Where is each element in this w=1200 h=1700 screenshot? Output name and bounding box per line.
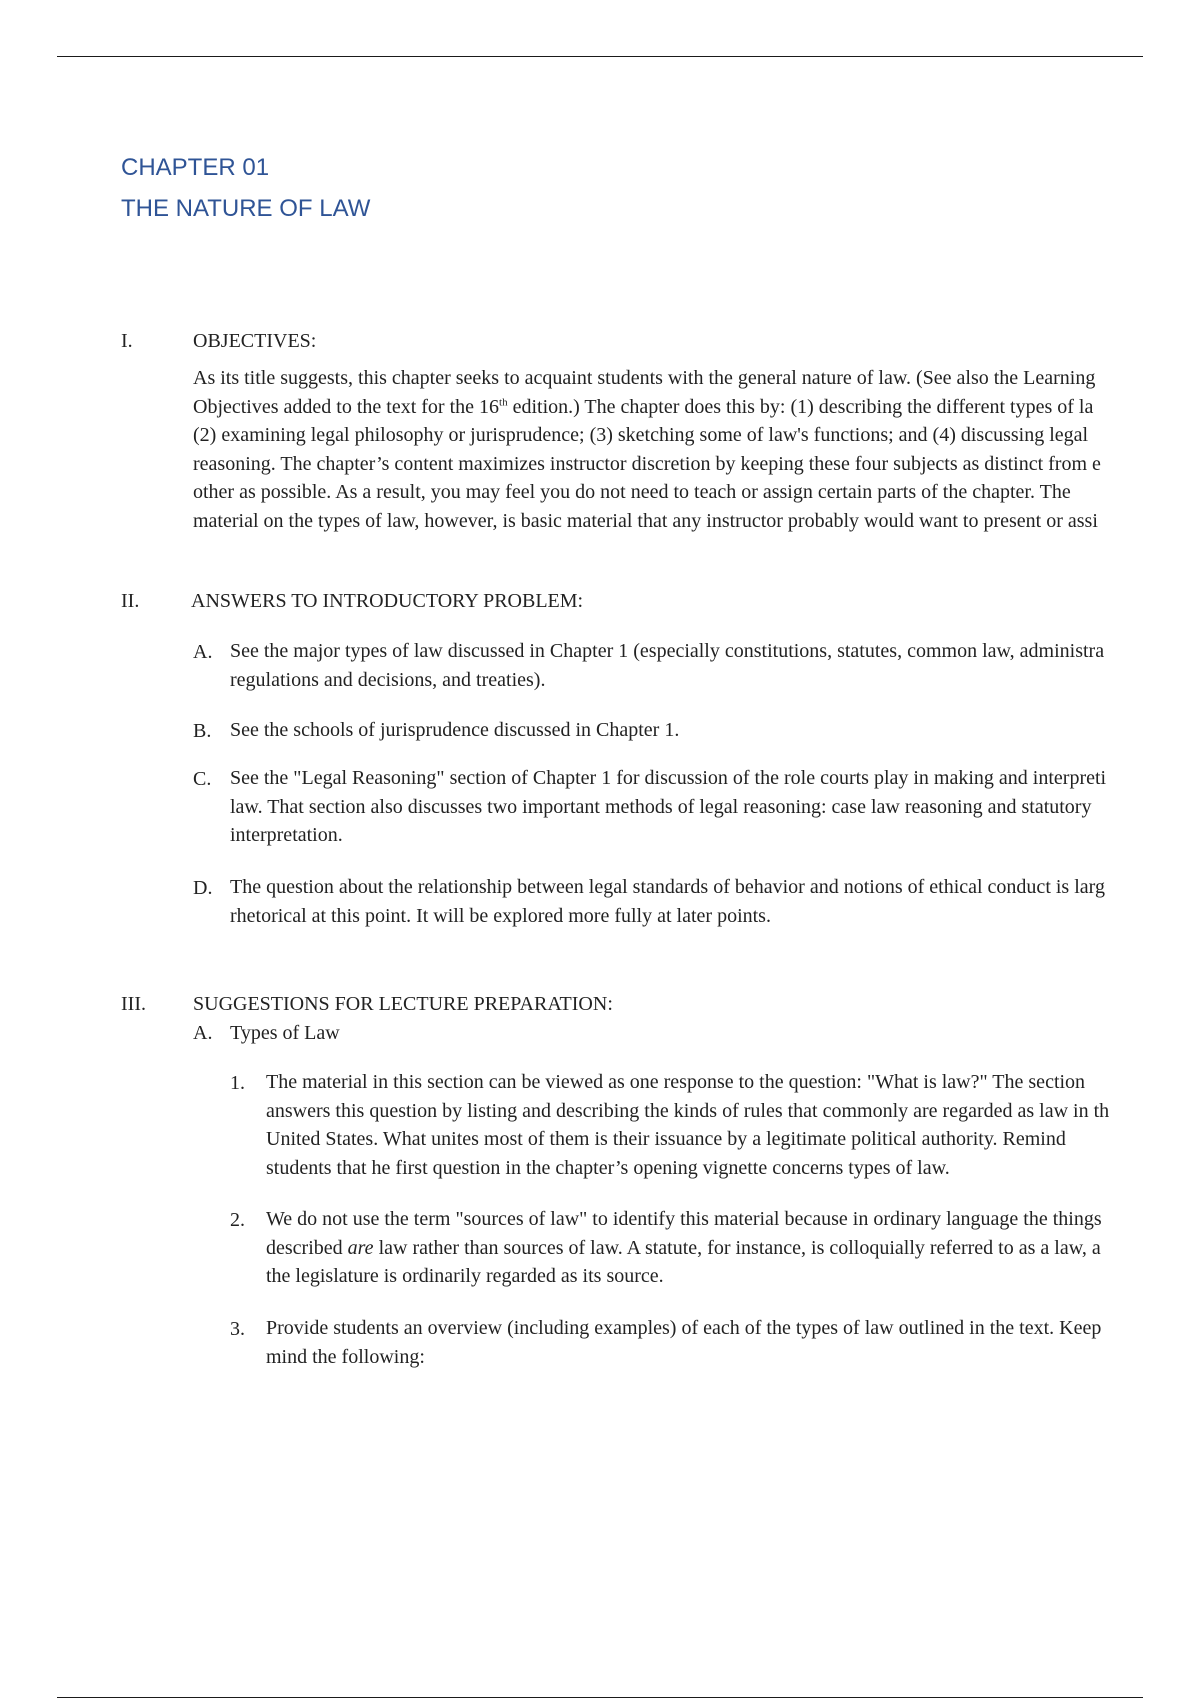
text-line: mind the following: bbox=[266, 1345, 425, 1368]
answer-text-d bbox=[230, 873, 1105, 930]
section-title-objectives: OBJECTIVES: bbox=[193, 330, 317, 352]
text-line: reasoning. The chapter’s content maximizes instructor discretion by keeping these four subjects as distinct from e bbox=[193, 452, 1101, 475]
text-line: See the "Legal Reasoning" section of Chapter 1 for discussion of the role courts play in making and interpreti bbox=[230, 767, 1107, 789]
text-line bbox=[193, 393, 1101, 422]
subsection-title-types-of-law: Types of Law bbox=[230, 1022, 340, 1044]
text-line: Provide students an overview (including examples) of each of the types of law outlined in the text. Keep bbox=[266, 1317, 1102, 1339]
answer-text-c bbox=[230, 764, 1106, 850]
answer-letter-b: B. bbox=[193, 720, 212, 742]
section-title-answers: ANSWERS TO INTRODUCTORY PROBLEM: bbox=[191, 590, 584, 612]
text-line: (2) examining legal philosophy or jurisprudence; (3) sketching some of law's functions; and (4) discussing legal bbox=[193, 424, 1089, 446]
text-line: rhetorical at this point. It will be explored more fully at later points. bbox=[230, 904, 771, 927]
text-line: law. That section also discusses two important methods of legal reasoning: case law reasoning and statutory bbox=[230, 795, 1092, 818]
text-line: As its title suggests, this chapter seeks to acquaint students with the general nature of law. (See also the Learning bbox=[193, 367, 1096, 389]
lecture-item-number-3: 3. bbox=[230, 1318, 245, 1340]
text-line: interpretation. bbox=[230, 824, 343, 846]
subsection-letter-a: A. bbox=[193, 1022, 213, 1044]
answer-letter-c: C. bbox=[193, 768, 212, 790]
answer-letter-a: A. bbox=[193, 641, 213, 663]
section-number-objectives: I. bbox=[121, 330, 133, 352]
emphasis-are: are bbox=[347, 1236, 374, 1259]
section-number-lecture: III. bbox=[121, 993, 146, 1015]
lecture-item-number-1: 1. bbox=[230, 1072, 245, 1094]
text-fragment: law rather than sources of law. A statute, for instance, is colloquially referred to as a law, a bbox=[373, 1236, 1101, 1259]
lecture-item-text-1 bbox=[266, 1068, 1109, 1182]
text-line: students that he first question in the chapter’s opening vignette concerns types of law. bbox=[266, 1156, 950, 1179]
top-rule bbox=[57, 56, 1143, 57]
answer-text-b bbox=[230, 716, 679, 745]
bottom-rule bbox=[57, 1697, 1143, 1698]
section-title-lecture: SUGGESTIONS FOR LECTURE PREPARATION: bbox=[193, 993, 613, 1015]
text-line bbox=[266, 1234, 1102, 1263]
text-fragment: described bbox=[266, 1236, 348, 1259]
lecture-item-number-2: 2. bbox=[230, 1209, 245, 1231]
text-fragment: Objectives added to the text for the 16 bbox=[193, 395, 500, 418]
text-line: other as possible. As a result, you may feel you do not need to teach or assign certain parts of the chapter. The bbox=[193, 481, 1071, 503]
text-line: regulations and decisions, and treaties). bbox=[230, 668, 546, 691]
text-line: answers this question by listing and describing the kinds of rules that commonly are regarded as law in th bbox=[266, 1099, 1110, 1122]
text-line: United States. What unites most of them is their issuance by a legitimate political authority. Remind bbox=[266, 1128, 1066, 1150]
text-line: material on the types of law, however, is basic material that any instructor probably would want to present or assi bbox=[193, 509, 1098, 532]
objectives-paragraph bbox=[193, 364, 1101, 535]
answer-letter-d: D. bbox=[193, 877, 213, 899]
chapter-number: CHAPTER 01 bbox=[121, 154, 270, 181]
text-line: the legislature is ordinarily regarded as its source. bbox=[266, 1265, 664, 1287]
section-number-answers: II. bbox=[121, 590, 140, 612]
text-line: See the schools of jurisprudence discussed in Chapter 1. bbox=[230, 719, 680, 741]
text-fragment: edition.) The chapter does this by: (1) describing the different types of la bbox=[507, 395, 1094, 418]
text-line: We do not use the term "sources of law" to identify this material because in ordinary language the things bbox=[266, 1208, 1102, 1230]
text-line: See the major types of law discussed in Chapter 1 (especially constitutions, statutes, common law, administra bbox=[230, 640, 1105, 662]
answer-text-a bbox=[230, 637, 1104, 694]
text-line: The question about the relationship between legal standards of behavior and notions of ethical conduct is larg bbox=[230, 876, 1105, 898]
lecture-item-text-2 bbox=[266, 1205, 1102, 1291]
superscript-th: th bbox=[499, 395, 508, 408]
chapter-title: THE NATURE OF LAW bbox=[121, 195, 371, 222]
text-line: The material in this section can be viewed as one response to the question: "What is law?" The section bbox=[266, 1071, 1086, 1093]
lecture-item-text-3 bbox=[266, 1314, 1101, 1371]
